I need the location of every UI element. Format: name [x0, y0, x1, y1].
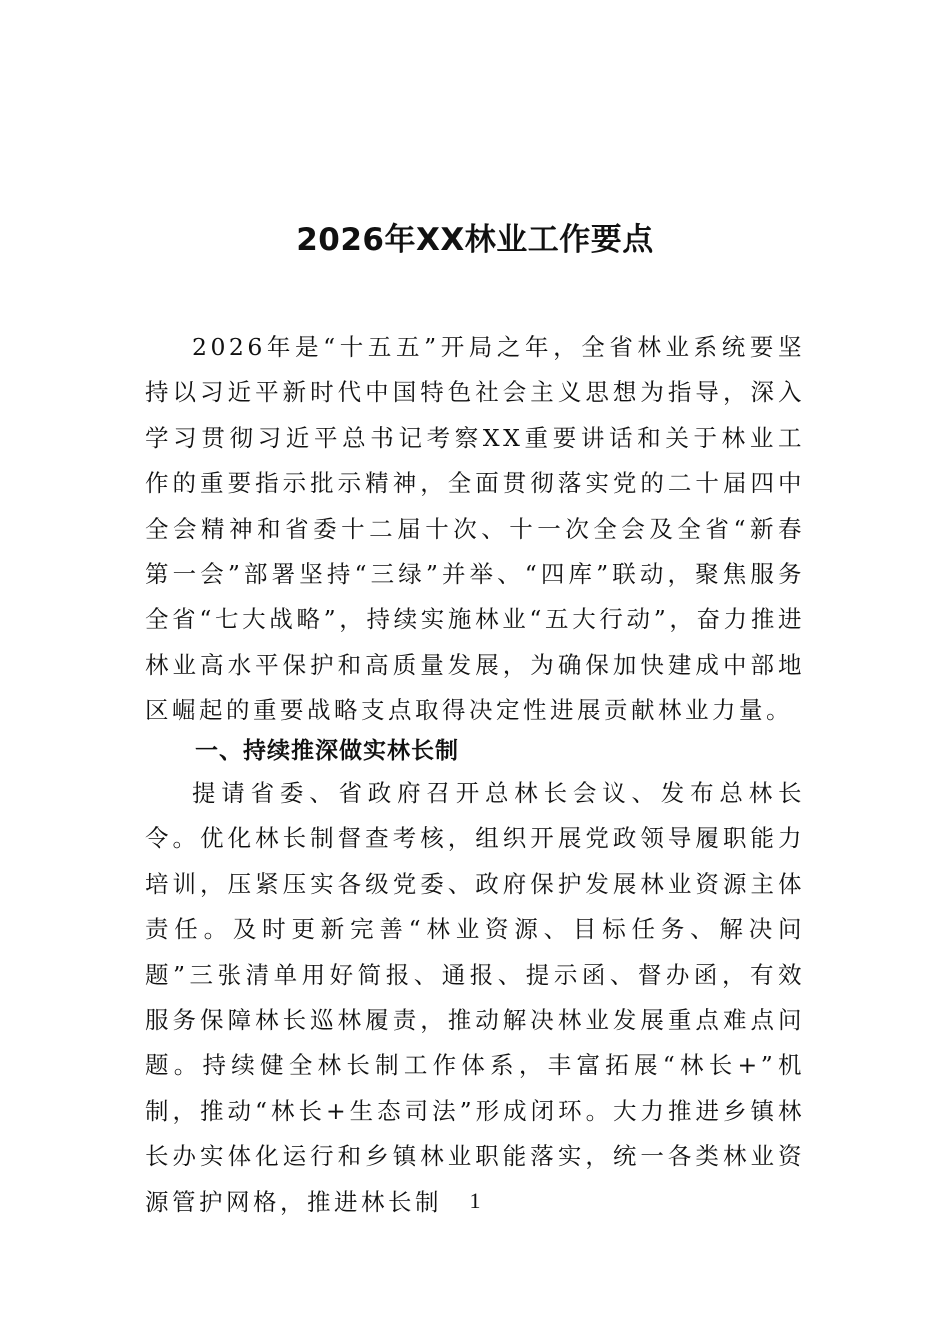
section-heading: 一、持续推深做实林长制: [195, 738, 459, 764]
page-number: 1: [469, 1188, 481, 1213]
document-title: 2026年XX林业工作要点: [296, 221, 654, 258]
intro-paragraph: 2026年是“十五五”开局之年，全省林业系统要坚持以习近平新时代中国特色社会主义思想为指导，深入学习贯彻习近平总书记考察XX重要讲话和关于林业工作的重要指示批示精神，全面贯彻落实党的二十届四中全会精神和省委十二届十次、十一次全会及全省“新春第一会”部署坚持“三绿”并举、“四库”联动，聚焦服务全省“七大战略”，持续实施林业“五大行动”，奋力推进林业高水平保护和高质量发展，为确保加快建成中部地区崛起的重要战略支点取得决定性进展贡献林业力量。: [145, 333, 805, 725]
section-paragraph: 提请省委、省政府召开总林长会议、发布总林长令。优化林长制督查考核，组织开展党政领导履职能力培训，压紧压实各级党委、政府保护发展林业资源主体责任。及时更新完善“林业资源、目标任务、解决问题”三张清单用好简报、通报、提示函、督办函，有效服务保障林长巡林履责，推动解决林业发展重点难点问题。持续健全林长制工作体系，丰富拓展“林长+”机制，推动“林长+生态司法”形成闭环。大力推进乡镇林长办实体化运行和乡镇林业职能落实，统一各类林业资源管护网格，推进林长制: [145, 779, 805, 1216]
